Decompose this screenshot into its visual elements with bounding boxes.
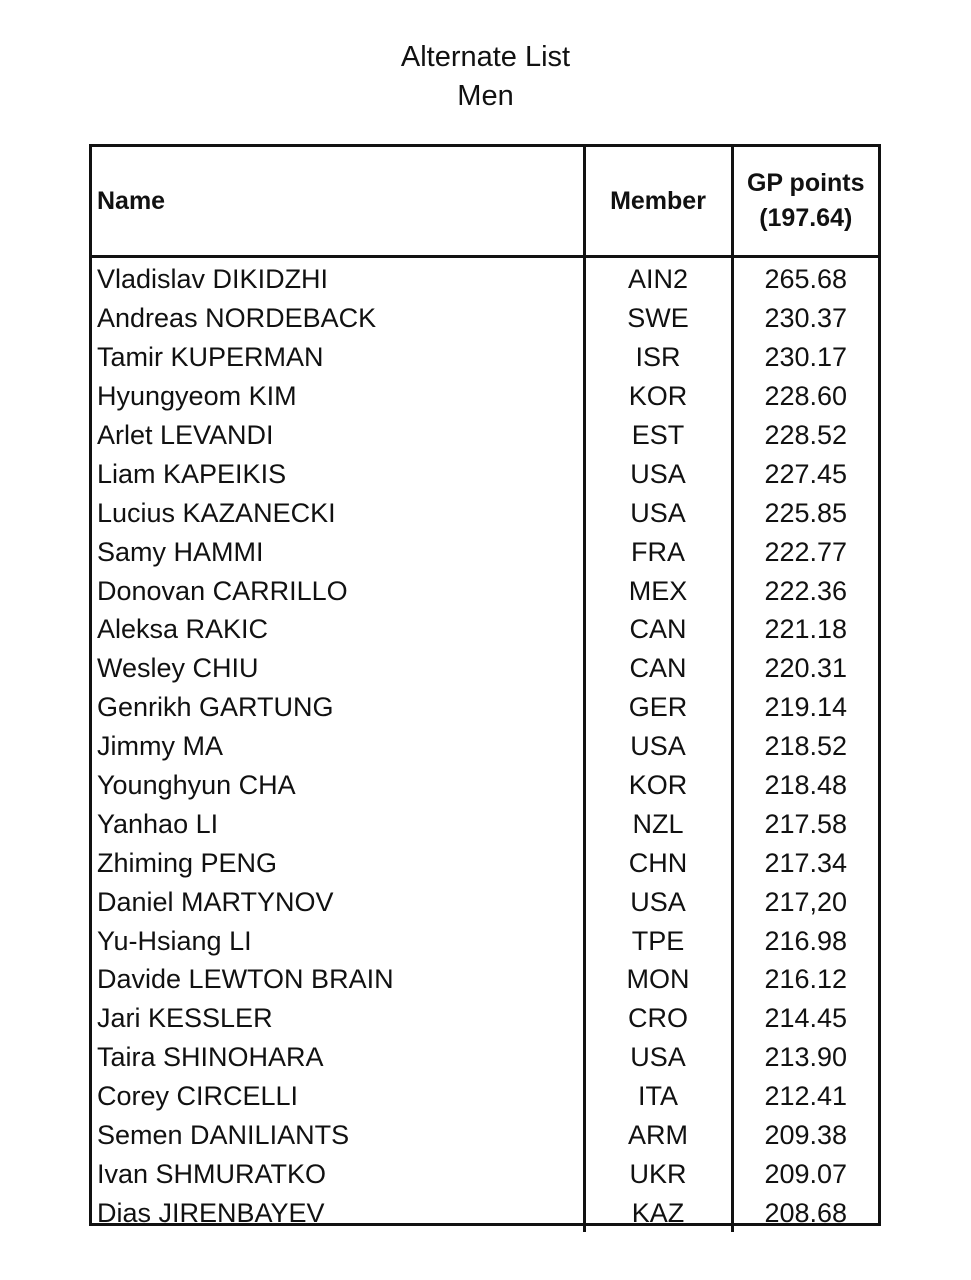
table-row — [92, 532, 878, 571]
gp-points: 222.36 — [732, 571, 878, 610]
gp-points: 265.68 — [732, 257, 878, 299]
member-code: USA — [584, 454, 732, 493]
skater-name: Younghyun CHA — [97, 770, 296, 801]
member-code: NZL — [584, 804, 732, 843]
table-row — [92, 999, 878, 1038]
table-row — [92, 1193, 878, 1232]
gp-points: 214.45 — [732, 999, 878, 1038]
skater-name: Corey CIRCELLI — [97, 1081, 299, 1112]
member-code: USA — [584, 882, 732, 921]
table-row — [92, 766, 878, 805]
table-row — [92, 257, 878, 299]
member-code: ISR — [584, 338, 732, 377]
member-code: USA — [584, 1038, 732, 1077]
member-code: CAN — [584, 649, 732, 688]
table-row — [92, 688, 878, 727]
gp-points: 220.31 — [732, 649, 878, 688]
alternate-list-table — [89, 144, 881, 1226]
member-code: KAZ — [584, 1193, 732, 1232]
skater-name: Daniel MARTYNOV — [97, 886, 334, 917]
table-row — [92, 727, 878, 766]
member-code: SWE — [584, 299, 732, 338]
skater-name: Dias JIRENBAYEV — [97, 1197, 325, 1228]
gp-points: 230.17 — [732, 338, 878, 377]
table-row — [92, 1038, 878, 1077]
table-row — [92, 377, 878, 416]
table-row — [92, 610, 878, 649]
table-row — [92, 843, 878, 882]
skater-name: Zhiming PENG — [97, 847, 278, 878]
gp-points: 227.45 — [732, 454, 878, 493]
gp-points: 213.90 — [732, 1038, 878, 1077]
gp-points: 218.52 — [732, 727, 878, 766]
table-row — [92, 1077, 878, 1116]
skater-name: Jimmy MA — [97, 731, 223, 762]
gp-points: 209.38 — [732, 1116, 878, 1155]
page-title: Alternate List — [400, 41, 571, 73]
skater-name: Davide LEWTON BRAIN — [97, 964, 394, 995]
table-row — [92, 571, 878, 610]
skater-name: Arlet LEVANDI — [97, 420, 274, 450]
page-subtitle: Men — [457, 80, 514, 112]
gp-points: 228.60 — [732, 377, 878, 416]
table-row — [92, 299, 878, 338]
header-name: Name — [92, 147, 584, 257]
gp-points: 217.58 — [732, 804, 878, 843]
skater-name: Lucius KAZANECKI — [97, 497, 336, 528]
header-gp-points — [732, 147, 878, 257]
member-code: USA — [584, 727, 732, 766]
gp-points: 222.77 — [732, 532, 878, 571]
skater-name: Genrikh GARTUNG — [97, 692, 334, 723]
table-body — [92, 257, 878, 1233]
table-row — [92, 1116, 878, 1155]
skater-name: Samy HAMMI — [97, 536, 264, 567]
skater-name: Aleksa RAKIC — [97, 614, 269, 645]
skater-name: Donovan CARRILLO — [97, 575, 348, 606]
member-code: KOR — [584, 766, 732, 805]
skater-name: Liam KAPEIKIS — [97, 458, 287, 489]
header-gp-points-label: GP points — [746, 169, 865, 197]
gp-points: 225.85 — [732, 493, 878, 532]
member-code: CAN — [584, 610, 732, 649]
skater-name: Jari KESSLER — [97, 1003, 273, 1034]
table-row — [92, 804, 878, 843]
member-code: KOR — [584, 377, 732, 416]
member-code: MON — [584, 960, 732, 999]
gp-points: 216.98 — [732, 921, 878, 960]
gp-points: 219.14 — [732, 688, 878, 727]
member-code: GER — [584, 688, 732, 727]
gp-points: 217.34 — [732, 843, 878, 882]
skater-name: Yu-Hsiang LI — [97, 925, 252, 956]
table-row — [92, 649, 878, 688]
skater-name: Taira SHINOHARA — [97, 1042, 324, 1073]
skater-name: Wesley CHIU — [97, 653, 259, 684]
gp-points: 209.07 — [732, 1154, 878, 1193]
skater-name: Vladislav DIKIDZHI — [97, 264, 329, 295]
table-row — [92, 493, 878, 532]
member-code: MEX — [584, 571, 732, 610]
title-block — [0, 38, 971, 116]
member-code: ARM — [584, 1116, 732, 1155]
skater-name: Yanhao LI — [97, 808, 219, 839]
table-row — [92, 882, 878, 921]
skater-name: Semen DANILIANTS — [97, 1120, 350, 1151]
member-code: TPE — [584, 921, 732, 960]
table-row — [92, 338, 878, 377]
member-code: FRA — [584, 532, 732, 571]
gp-points: 208.68 — [732, 1193, 878, 1232]
skater-name: Andreas NORDEBACK — [97, 303, 377, 334]
member-code: ITA — [584, 1077, 732, 1116]
header-gp-points-threshold: (197.64) — [759, 204, 853, 232]
table-row — [92, 921, 878, 960]
member-code: UKR — [584, 1154, 732, 1193]
header-member: Member — [584, 147, 732, 257]
table-row — [92, 454, 878, 493]
gp-points: 228.52 — [732, 416, 878, 455]
gp-points: 212.41 — [732, 1077, 878, 1116]
member-code: EST — [584, 416, 732, 455]
gp-points: 218.48 — [732, 766, 878, 805]
gp-points: 216.12 — [732, 960, 878, 999]
table-row — [92, 416, 878, 455]
skater-name: Ivan SHMURATKO — [97, 1158, 327, 1189]
member-code: CHN — [584, 843, 732, 882]
gp-points: 217,20 — [732, 882, 878, 921]
table-row — [92, 1154, 878, 1193]
gp-points: 221.18 — [732, 610, 878, 649]
skater-name: Hyungyeom KIM — [97, 381, 297, 412]
member-code: CRO — [584, 999, 732, 1038]
table-row — [92, 960, 878, 999]
table-header-row — [92, 147, 878, 257]
skater-name: Tamir KUPERMAN — [97, 342, 324, 373]
member-code: AIN2 — [584, 257, 732, 299]
gp-points: 230.37 — [732, 299, 878, 338]
member-code: USA — [584, 493, 732, 532]
